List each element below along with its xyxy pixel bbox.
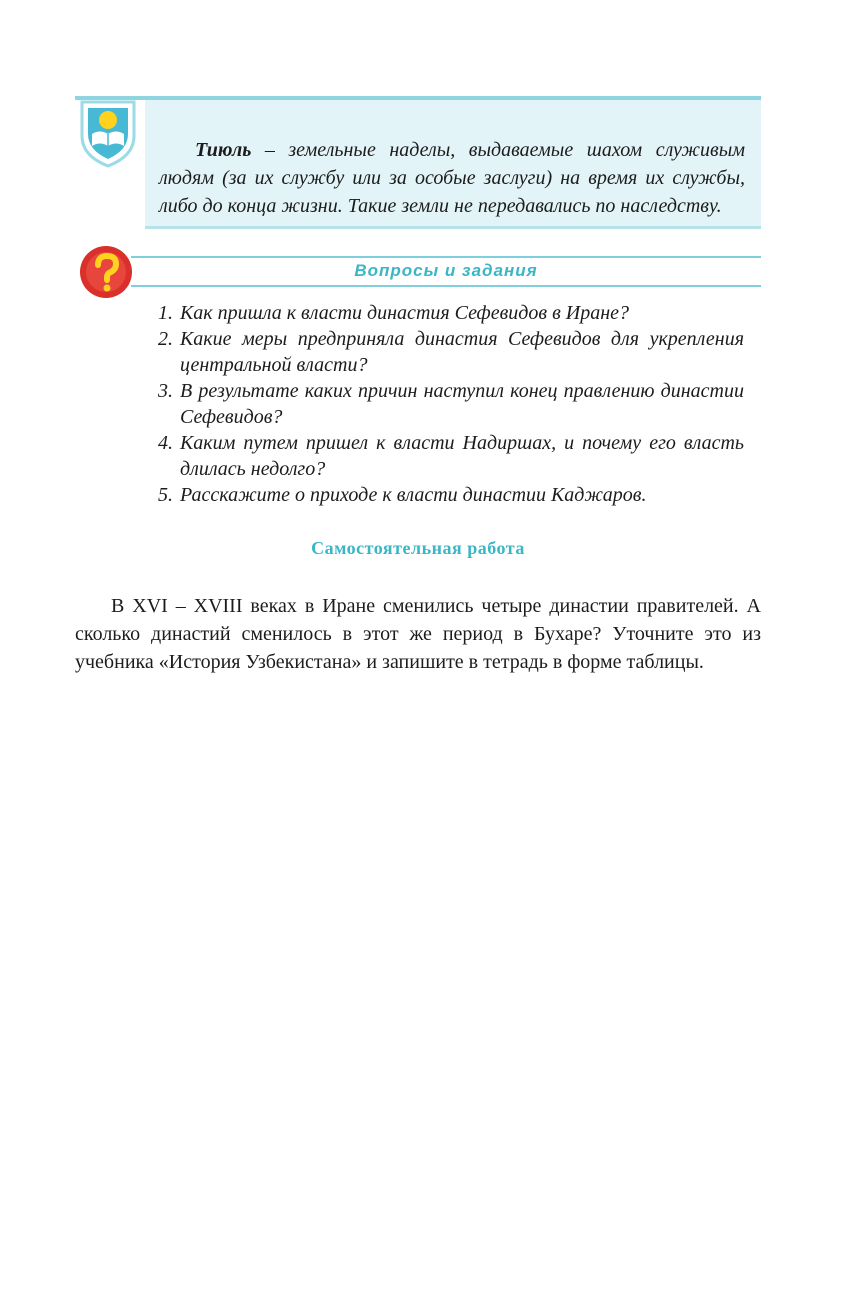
book-shield-icon — [78, 98, 138, 168]
question-number: 5. — [158, 484, 173, 506]
question-text: В результате каких причин наступил конец правлению династии Сефевидов? — [180, 380, 744, 428]
questions-bottom-line — [131, 285, 761, 287]
question-number: 3. — [158, 380, 173, 402]
question-number: 1. — [158, 302, 173, 324]
independent-work-text: В XVI – XVIII веках в Иране сменились четыре династии правителей. А сколько династий сменилось в этот же период в Бухаре? Уточните это из учебника «История Узбекистана» и запишите в тетрадь в форме таблицы. — [75, 595, 761, 673]
question-text: Как пришла к власти династия Сефевидов в Иране? — [180, 302, 630, 324]
list-item — [158, 326, 744, 378]
list-item — [158, 378, 744, 430]
question-number: 4. — [158, 432, 173, 454]
definition-body: – земельные наделы, выдаваемые шахом служивым людям (за их службу или за особые заслуги) на время их службы, либо до конца жизни. Такие земли не передавались по наследству. — [159, 139, 745, 217]
definition-bottom-line — [145, 226, 761, 229]
definition-term: Тиюль — [195, 139, 252, 161]
question-text: Какие меры предприняла династия Сефевидов для укрепления центральной власти? — [180, 328, 744, 376]
questions-list — [158, 300, 744, 508]
question-text: Расскажите о приходе к власти династии Каджаров. — [180, 484, 647, 506]
questions-title: Вопросы и задания — [354, 261, 538, 280]
question-icon — [78, 244, 134, 300]
definition-box — [75, 96, 761, 232]
question-text: Каким путем пришел к власти Надиршах, и почему его власть длилась недолго? — [180, 432, 744, 480]
independent-work-title: Самостоятельная работа — [311, 538, 525, 558]
question-number: 2. — [158, 328, 173, 350]
list-item — [158, 430, 744, 482]
definition-text — [159, 136, 745, 220]
list-item — [158, 300, 744, 326]
questions-header — [75, 244, 761, 300]
list-item — [158, 482, 744, 508]
